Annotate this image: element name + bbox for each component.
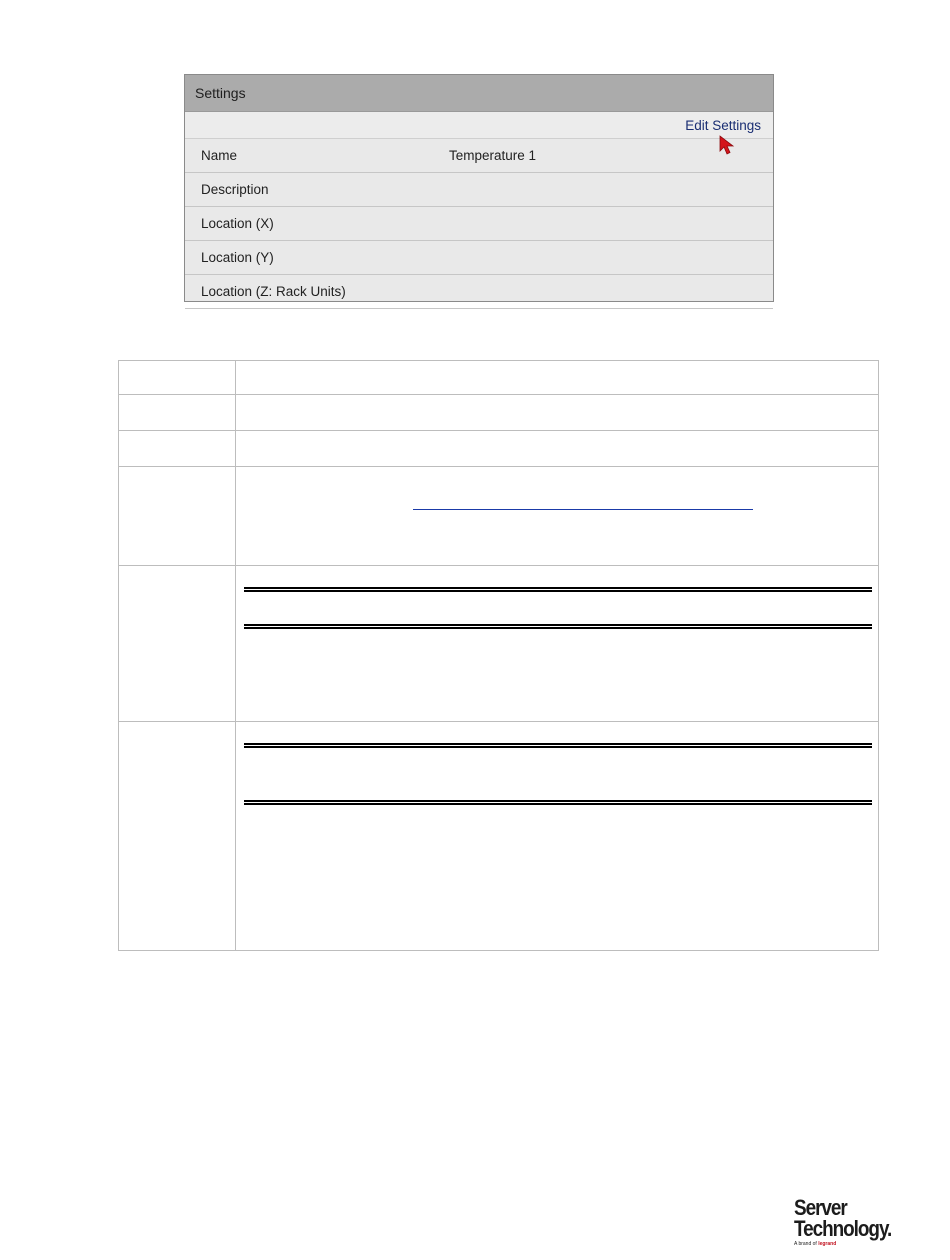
row-value: Temperature 1	[449, 148, 537, 163]
table-row	[119, 395, 878, 431]
logo-line-1: Server	[794, 1195, 847, 1220]
settings-panel	[184, 74, 774, 302]
settings-row-name	[185, 139, 773, 173]
row-label: Description	[201, 182, 269, 197]
panel-toolbar	[185, 112, 773, 139]
table-row	[119, 566, 878, 722]
settings-row-location-y	[185, 241, 773, 275]
panel-header	[185, 75, 773, 112]
table-row	[119, 722, 878, 951]
note-rule-top	[244, 743, 872, 748]
note-rule-bottom	[244, 800, 872, 805]
table-row	[119, 467, 878, 566]
server-technology-logo	[794, 1197, 894, 1249]
settings-row-location-x	[185, 207, 773, 241]
settings-row-location-z	[185, 275, 773, 309]
field-table	[118, 360, 879, 951]
table-row	[119, 431, 878, 467]
logo-line-2: Technology.	[794, 1216, 892, 1241]
logo-tagline	[794, 1241, 894, 1247]
note-rule-bottom	[244, 624, 872, 629]
row-label: Location (Y)	[201, 250, 274, 265]
row-label: Name	[201, 148, 238, 163]
settings-row-description	[185, 173, 773, 207]
mouse-pointer-icon	[719, 135, 735, 157]
table-row	[119, 361, 878, 395]
logo-brand: legrand	[818, 1241, 837, 1247]
logo-tagline-text: A brand of	[794, 1241, 817, 1247]
note-rule-top	[244, 587, 872, 592]
edit-settings-link[interactable]: Edit Settings	[685, 118, 761, 133]
row-label: Location (X)	[201, 216, 274, 231]
row-label: Location (Z: Rack Units)	[201, 284, 346, 299]
panel-title: Settings	[195, 85, 246, 101]
link-underline[interactable]	[413, 509, 753, 510]
